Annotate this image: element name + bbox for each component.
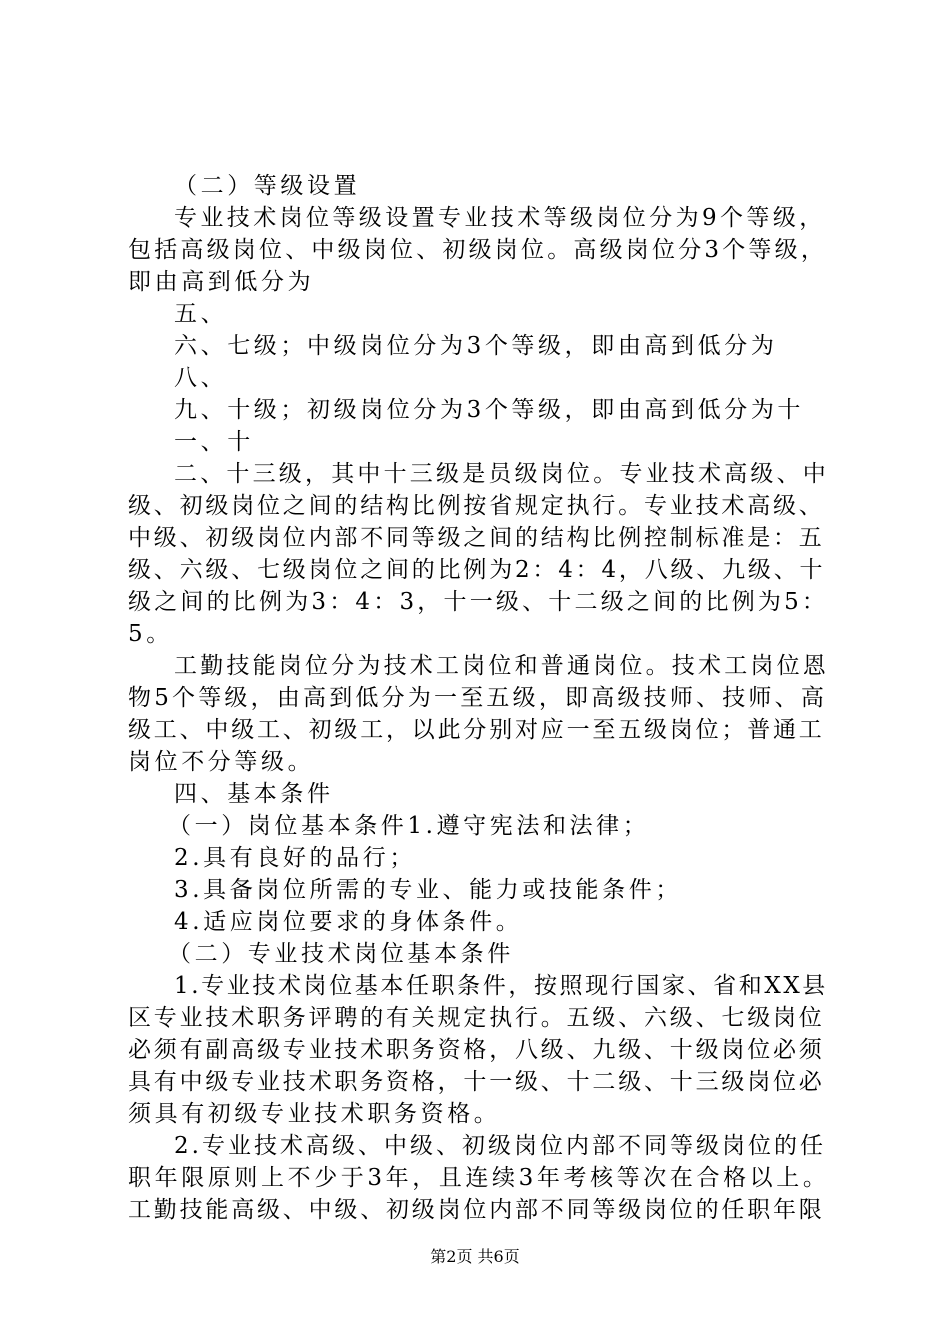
paragraph-line: 中级、初级岗位内部不同等级之间的结构比例控制标准是：五 — [128, 525, 825, 551]
list-item: 3.具备岗位所需的专业、能力或技能条件； — [174, 877, 682, 903]
paragraph-line: 级、初级岗位之间的结构比例按省规定执行。专业技术高级、 — [128, 493, 825, 519]
paragraph-line: 5。 — [128, 621, 173, 647]
paragraph-line: 五、 — [174, 301, 228, 327]
paragraph-line: 具有中级专业技术职务资格，十一级、十二级、十三级岗位必 — [128, 1069, 825, 1095]
paragraph-line: 级工、中级工、初级工，以此分别对应一至五级岗位；普通工 — [128, 717, 825, 743]
paragraph-line: 必须有副高级专业技术职务资格，八级、九级、十级岗位必须 — [128, 1037, 825, 1063]
paragraph-line: 级、六级、七级岗位之间的比例为2：4：4，八级、九级、十 — [128, 557, 826, 583]
paragraph-line: 九、十级；初级岗位分为3个等级，即由高到低分为十 — [174, 397, 805, 423]
page-number: 第2页 共6页 — [430, 1247, 520, 1266]
paragraph-line: 二、十三级，其中十三级是员级岗位。专业技术高级、中 — [174, 461, 829, 487]
paragraph-line: 职年限原则上不少于3年，且连续3年考核等次在合格以上。 — [128, 1165, 830, 1191]
section-heading: （二）等级设置 — [174, 173, 361, 199]
list-item: 2.具有良好的品行； — [174, 845, 416, 871]
section-heading: （二）专业技术岗位基本条件 — [168, 941, 514, 967]
paragraph-line: 工勤技能高级、中级、初级岗位内部不同等级岗位的任职年限 — [128, 1197, 825, 1223]
paragraph-line: 1.专业技术岗位基本任职条件，按照现行国家、省和XX县 — [174, 973, 828, 999]
paragraph-line: 八、 — [174, 365, 228, 391]
paragraph-line: 须具有初级专业技术职务资格。 — [128, 1101, 501, 1127]
paragraph-line: 工勤技能岗位分为技术工岗位和普通岗位。技术工岗位恩 — [174, 653, 829, 679]
paragraph-line: 2.专业技术高级、中级、初级岗位内部不同等级岗位的任 — [174, 1133, 826, 1159]
document-body — [128, 170, 828, 1226]
section-heading: 四、基本条件 — [174, 781, 334, 807]
paragraph-line: 即由高到低分为 — [128, 269, 315, 295]
list-item: 4.适应岗位要求的身体条件。 — [174, 909, 523, 935]
paragraph-line: 六、七级；中级岗位分为3个等级，即由高到低分为 — [174, 333, 778, 359]
page-footer — [0, 1244, 950, 1267]
paragraph-line: 级之间的比例为3：4：3，十一级、十二级之间的比例为5： — [128, 589, 829, 615]
paragraph-line: 岗位不分等级。 — [128, 749, 315, 775]
paragraph-line: 区专业技术职务评聘的有关规定执行。五级、六级、七级岗位 — [128, 1005, 825, 1031]
paragraph-line: 包括高级岗位、中级岗位、初级岗位。高级岗位分3个等级， — [128, 237, 828, 263]
paragraph-line: 一、十 — [174, 429, 254, 455]
paragraph-line: （一）岗位基本条件1.遵守宪法和法律； — [168, 813, 650, 839]
paragraph-line: 专业技术岗位等级设置专业技术等级岗位分为9个等级， — [174, 205, 826, 231]
paragraph-line: 物5个等级，由高到低分为一至五级，即高级技师、技师、高 — [128, 685, 828, 711]
